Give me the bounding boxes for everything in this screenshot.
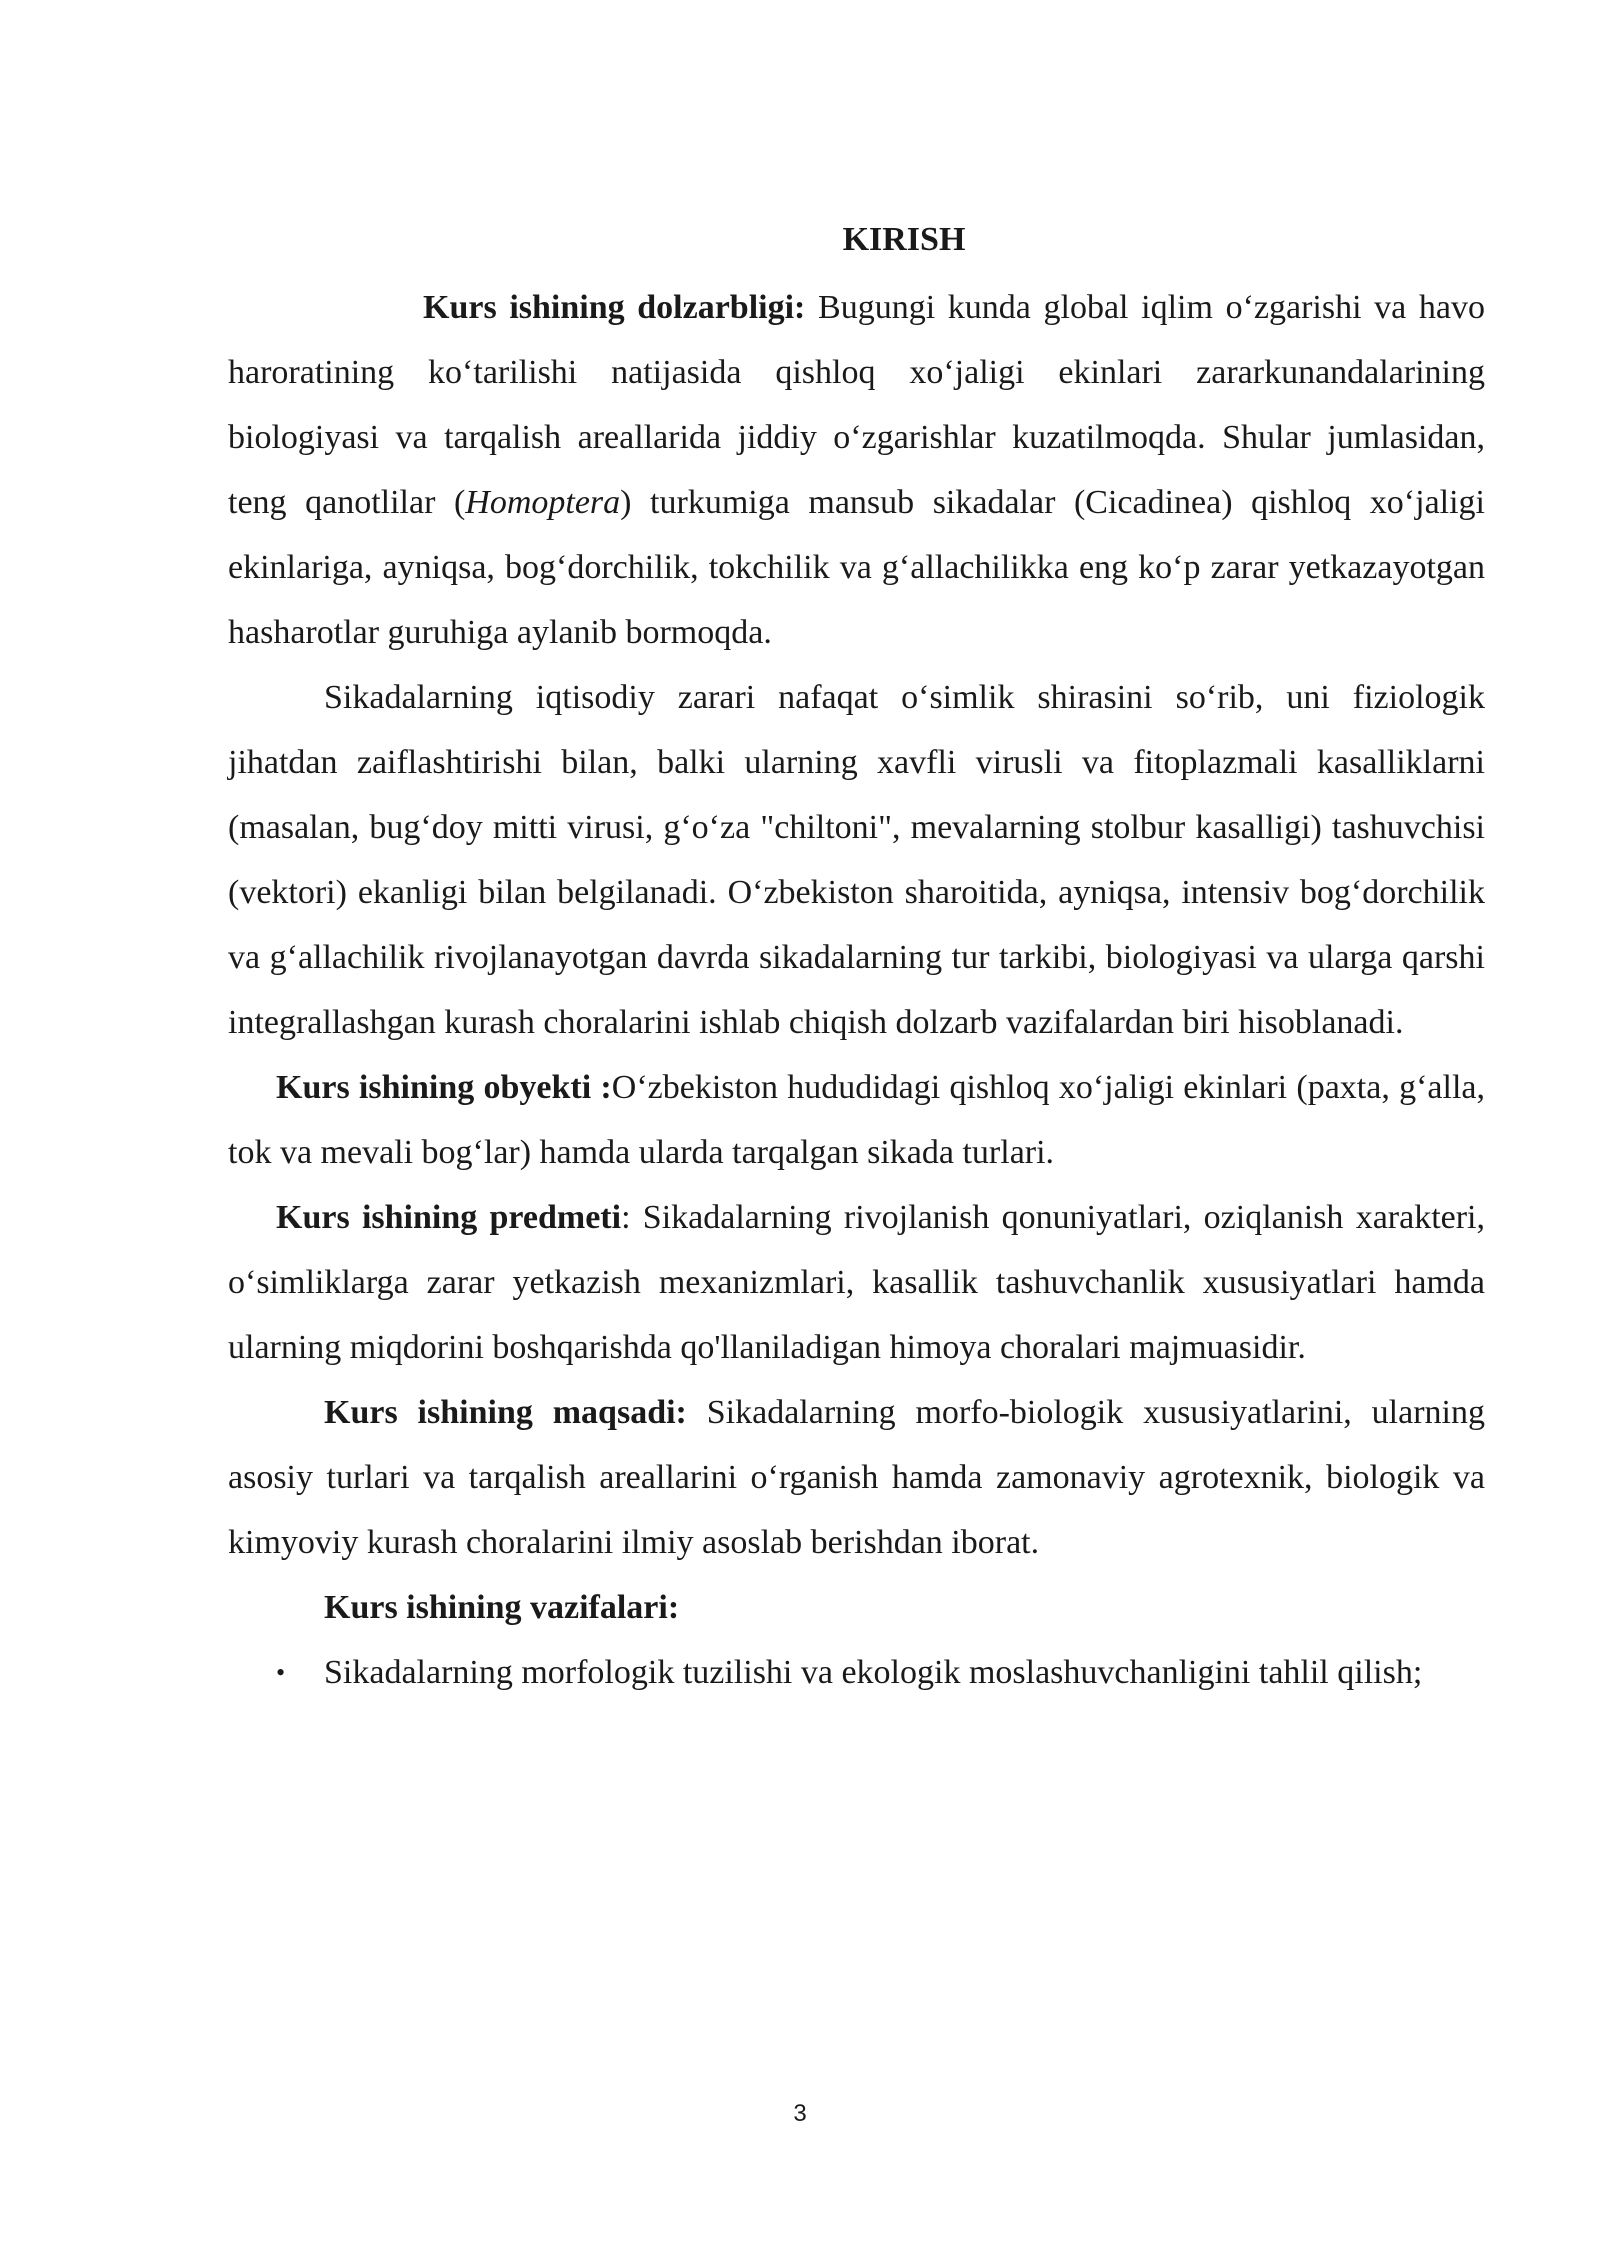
subject-text: : Sikadalarning rivojlanish qonuniyatlari, oziqlanish xarakteri, o‘simliklarga zarar yetkazish mexanizmlari, kasallik tashuvchanlik xususiyatlari hamda ularning miqdorini boshqarishda qo'llaniladigan himoya choralari majmuasidir.: [228, 1199, 1486, 1366]
page-title: KIRISH: [842, 221, 966, 258]
object-paragraph: [228, 1055, 1485, 1185]
relevance-text-1: Bugungi kunda global iqlim o‘zgarishi va havo haroratining ko‘tarilishi natijasida qishloq xo‘jaligi ekinlari zararkunandalarining biologiyasi va tarqalish areallarida jiddiy o‘zgarishlar kuzatilmoqda. Shular jumlasidan, teng qanotlilar (: [228, 289, 1485, 521]
tasks-list: [228, 1640, 1485, 1705]
list-item: [228, 1640, 1485, 1705]
relevance-heading: Kurs ishining dolzarbligi:: [423, 289, 806, 326]
subject-heading: Kurs ishining predmeti: [276, 1199, 622, 1236]
object-heading: Kurs ishining obyekti :: [276, 1069, 612, 1106]
economic-damage-paragraph: Sikadalarning iqtisodiy zarari nafaqat o‘simlik shirasini so‘rib, uni fiziologik jihatdan zaiflashtirishi bilan, balki ularning xavfli virusli va fitoplazmali kasalliklarni (masalan, bug‘doy mitti virusi, g‘o‘za "chiltoni", mevalarning stolbur kasalligi) tashuvchisi (vektori) ekanligi bilan belgilanadi. O‘zbekiston sharoitida, ayniqsa, intensiv bog‘dorchilik va g‘allachilik rivojlanayotgan davrda sikadalarning tur tarkibi, biologiyasi va ularga qarshi integrallashgan kurash choralarini ishlab chiqish dolzarb vazifalardan biri hisoblanadi.: [228, 679, 1485, 1041]
object-text: O‘zbekiston hududidagi qishloq xo‘jaligi ekinlari (paxta, g‘alla, tok va mevali bog‘lar) hamda ularda tarqalgan sikada turlari.: [228, 1069, 1485, 1171]
goal-paragraph: [228, 1380, 1485, 1575]
subject-paragraph: [228, 1185, 1485, 1380]
page-number: 3: [793, 2100, 807, 2127]
relevance-paragraph: [228, 275, 1485, 665]
tasks-heading: Kurs ishining vazifalari:: [324, 1589, 680, 1626]
document-page: [228, 205, 1485, 1705]
relevance-text-2: ) turkumiga mansub sikadalar (Cicadinea) qishloq xo‘jaligi ekinlariga, ayniqsa, bog‘dorchilik, tokchilik va g‘allachilikka eng ko‘p zarar yetkazayotgan hasharotlar guruhiga aylanib bormoqda.: [228, 484, 1485, 651]
goal-text: Sikadalarning morfo-biologik xususiyatlarini, ularning asosiy turlari va tarqalish areallarini o‘rganish hamda zamonaviy agrotexnik, biologik va kimyoviy kurash choralarini ilmiy asoslab berishdan iborat.: [228, 1394, 1485, 1561]
bullet-icon: •: [276, 1658, 286, 1687]
relevance-italic-term: Homoptera: [465, 484, 621, 521]
task-text: Sikadalarning morfologik tuzilishi va ekologik moslashuvchanligini tahlil qilish;: [324, 1654, 1423, 1691]
goal-heading: Kurs ishining maqsadi:: [324, 1394, 687, 1431]
